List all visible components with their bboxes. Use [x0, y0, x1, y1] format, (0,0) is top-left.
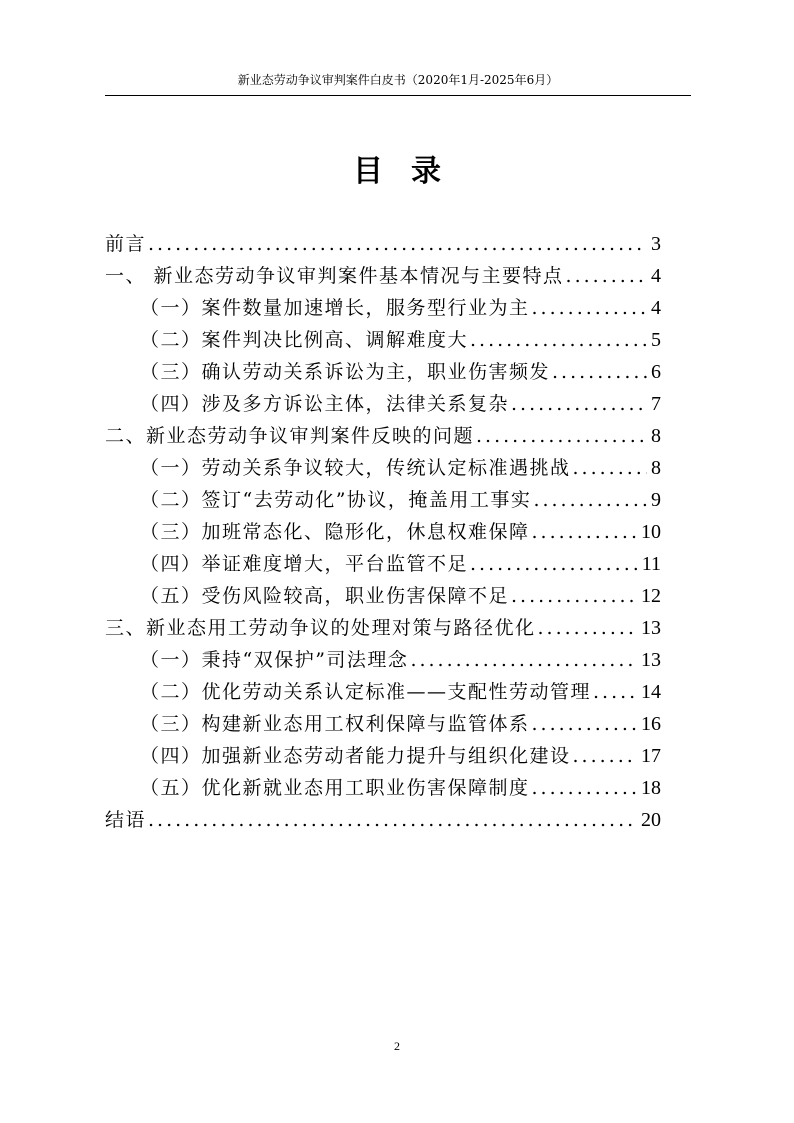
toc-dot-leader: [532, 292, 647, 324]
toc-entry-label: （三）加班常态化、隐形化，休息权难保障: [140, 521, 530, 543]
toc-entry-section-3-4[interactable]: [105, 740, 661, 772]
toc-dot-leader: [511, 388, 647, 420]
toc-entry-label: 三、新业态用工劳动争议的处理对策与路径优化: [105, 617, 536, 639]
toc-entry-label: 二、新业态劳动争议审判案件反映的问题: [105, 425, 475, 447]
toc-entry-label: （二）签订“去劳动化”协议，掩盖用工事实: [140, 489, 532, 511]
toc-entry-section-2-5[interactable]: [105, 580, 661, 612]
toc-entry-label: 前言: [105, 233, 147, 255]
toc-dot-leader: [148, 804, 637, 836]
toc-entry-label: （二）案件判决比例高、调解难度大: [140, 329, 469, 351]
toc-entry-page: 7: [651, 393, 661, 415]
running-header: 新业态劳动争议审判案件白皮书（2020年1月-2025年6月）: [237, 73, 559, 87]
toc-entry-section-2-2[interactable]: [105, 484, 661, 516]
toc-entry-section-1-2[interactable]: [105, 324, 661, 356]
toc-entry-label: （一）劳动关系争议较大，传统认定标准遇挑战: [140, 457, 571, 479]
toc-dot-leader: [532, 772, 637, 804]
toc-entry-page: 10: [641, 521, 661, 543]
toc-entry-page: 4: [651, 265, 661, 287]
toc-entry-section-3-1[interactable]: [105, 644, 661, 676]
toc-entry-page: 11: [641, 553, 661, 575]
toc-dot-leader: [533, 484, 647, 516]
toc-entry-page: 18: [641, 777, 661, 799]
toc-entry-label: （三）构建新业态用工权利保障与监管体系: [140, 713, 530, 735]
toc-entry-page: 3: [651, 233, 661, 255]
toc-dot-leader: [532, 708, 637, 740]
toc-entry-conclusion[interactable]: [105, 804, 661, 836]
toc-dot-leader: [532, 516, 637, 548]
toc-entry-section-3-3[interactable]: [105, 708, 661, 740]
toc-dot-leader: [538, 612, 637, 644]
toc-entry-section-1-4[interactable]: [105, 388, 661, 420]
toc-entry-preface[interactable]: [105, 228, 661, 260]
toc-entry-page: 14: [641, 681, 661, 703]
toc-entry-label: （二）优化劳动关系认定标准——支配性劳动管理: [140, 681, 592, 703]
toc-dot-leader: [470, 324, 647, 356]
toc-dot-leader: [148, 228, 647, 260]
toc-entry-label: （五）优化新就业态用工职业伤害保障制度: [140, 777, 530, 799]
toc-dot-leader: [476, 420, 647, 452]
header-divider: [105, 95, 691, 96]
toc-dot-leader: [593, 676, 637, 708]
toc-title: 目录: [353, 154, 469, 189]
toc-entry-page: 8: [651, 425, 661, 447]
toc-entry-label: 一、 新业态劳动争议审判案件基本情况与主要特点: [105, 265, 564, 287]
toc-entry-section-2-1[interactable]: [105, 452, 661, 484]
toc-entry-label: （四）举证难度增大，平台监管不足: [140, 553, 469, 575]
toc-entry-page: 6: [651, 361, 661, 383]
toc-entry-page: 12: [641, 585, 661, 607]
table-of-contents: [105, 228, 661, 836]
toc-dot-leader: [573, 740, 637, 772]
toc-entry-label: （四）加强新业态劳动者能力提升与组织化建设: [140, 745, 571, 767]
toc-entry-section-2-3[interactable]: [105, 516, 661, 548]
toc-dot-leader: [573, 452, 647, 484]
toc-entry-section-3[interactable]: [105, 612, 661, 644]
toc-dot-leader: [566, 260, 647, 292]
toc-entry-section-1-1[interactable]: [105, 292, 661, 324]
toc-entry-page: 13: [641, 649, 661, 671]
toc-entry-page: 13: [641, 617, 661, 639]
toc-entry-section-3-2[interactable]: [105, 676, 661, 708]
toc-entry-page: 16: [641, 713, 661, 735]
toc-entry-section-2[interactable]: [105, 420, 661, 452]
toc-dot-leader: [511, 580, 637, 612]
toc-entry-section-2-4[interactable]: [105, 548, 661, 580]
toc-entry-section-1[interactable]: [105, 260, 661, 292]
toc-dot-leader: [552, 356, 647, 388]
toc-entry-section-3-5[interactable]: [105, 772, 661, 804]
toc-entry-page: 4: [651, 297, 661, 319]
toc-entry-label: （五）受伤风险较高，职业伤害保障不足: [140, 585, 510, 607]
toc-entry-page: 8: [651, 457, 661, 479]
toc-entry-label: （三）确认劳动关系诉讼为主，职业伤害频发: [140, 361, 551, 383]
toc-entry-label: 结语: [105, 809, 147, 831]
toc-dot-leader: [410, 644, 637, 676]
toc-entry-page: 17: [641, 745, 661, 767]
toc-entry-page: 20: [641, 809, 661, 831]
toc-entry-label: （一）案件数量加速增长，服务型行业为主: [140, 297, 530, 319]
toc-dot-leader: [470, 548, 638, 580]
toc-entry-page: 9: [651, 489, 661, 511]
toc-entry-page: 5: [651, 329, 661, 351]
page-number: 2: [394, 1039, 400, 1053]
toc-entry-section-1-3[interactable]: [105, 356, 661, 388]
toc-entry-label: （四）涉及多方诉讼主体，法律关系复杂: [140, 393, 510, 415]
toc-entry-label: （一）秉持“双保护”司法理念: [140, 649, 409, 671]
